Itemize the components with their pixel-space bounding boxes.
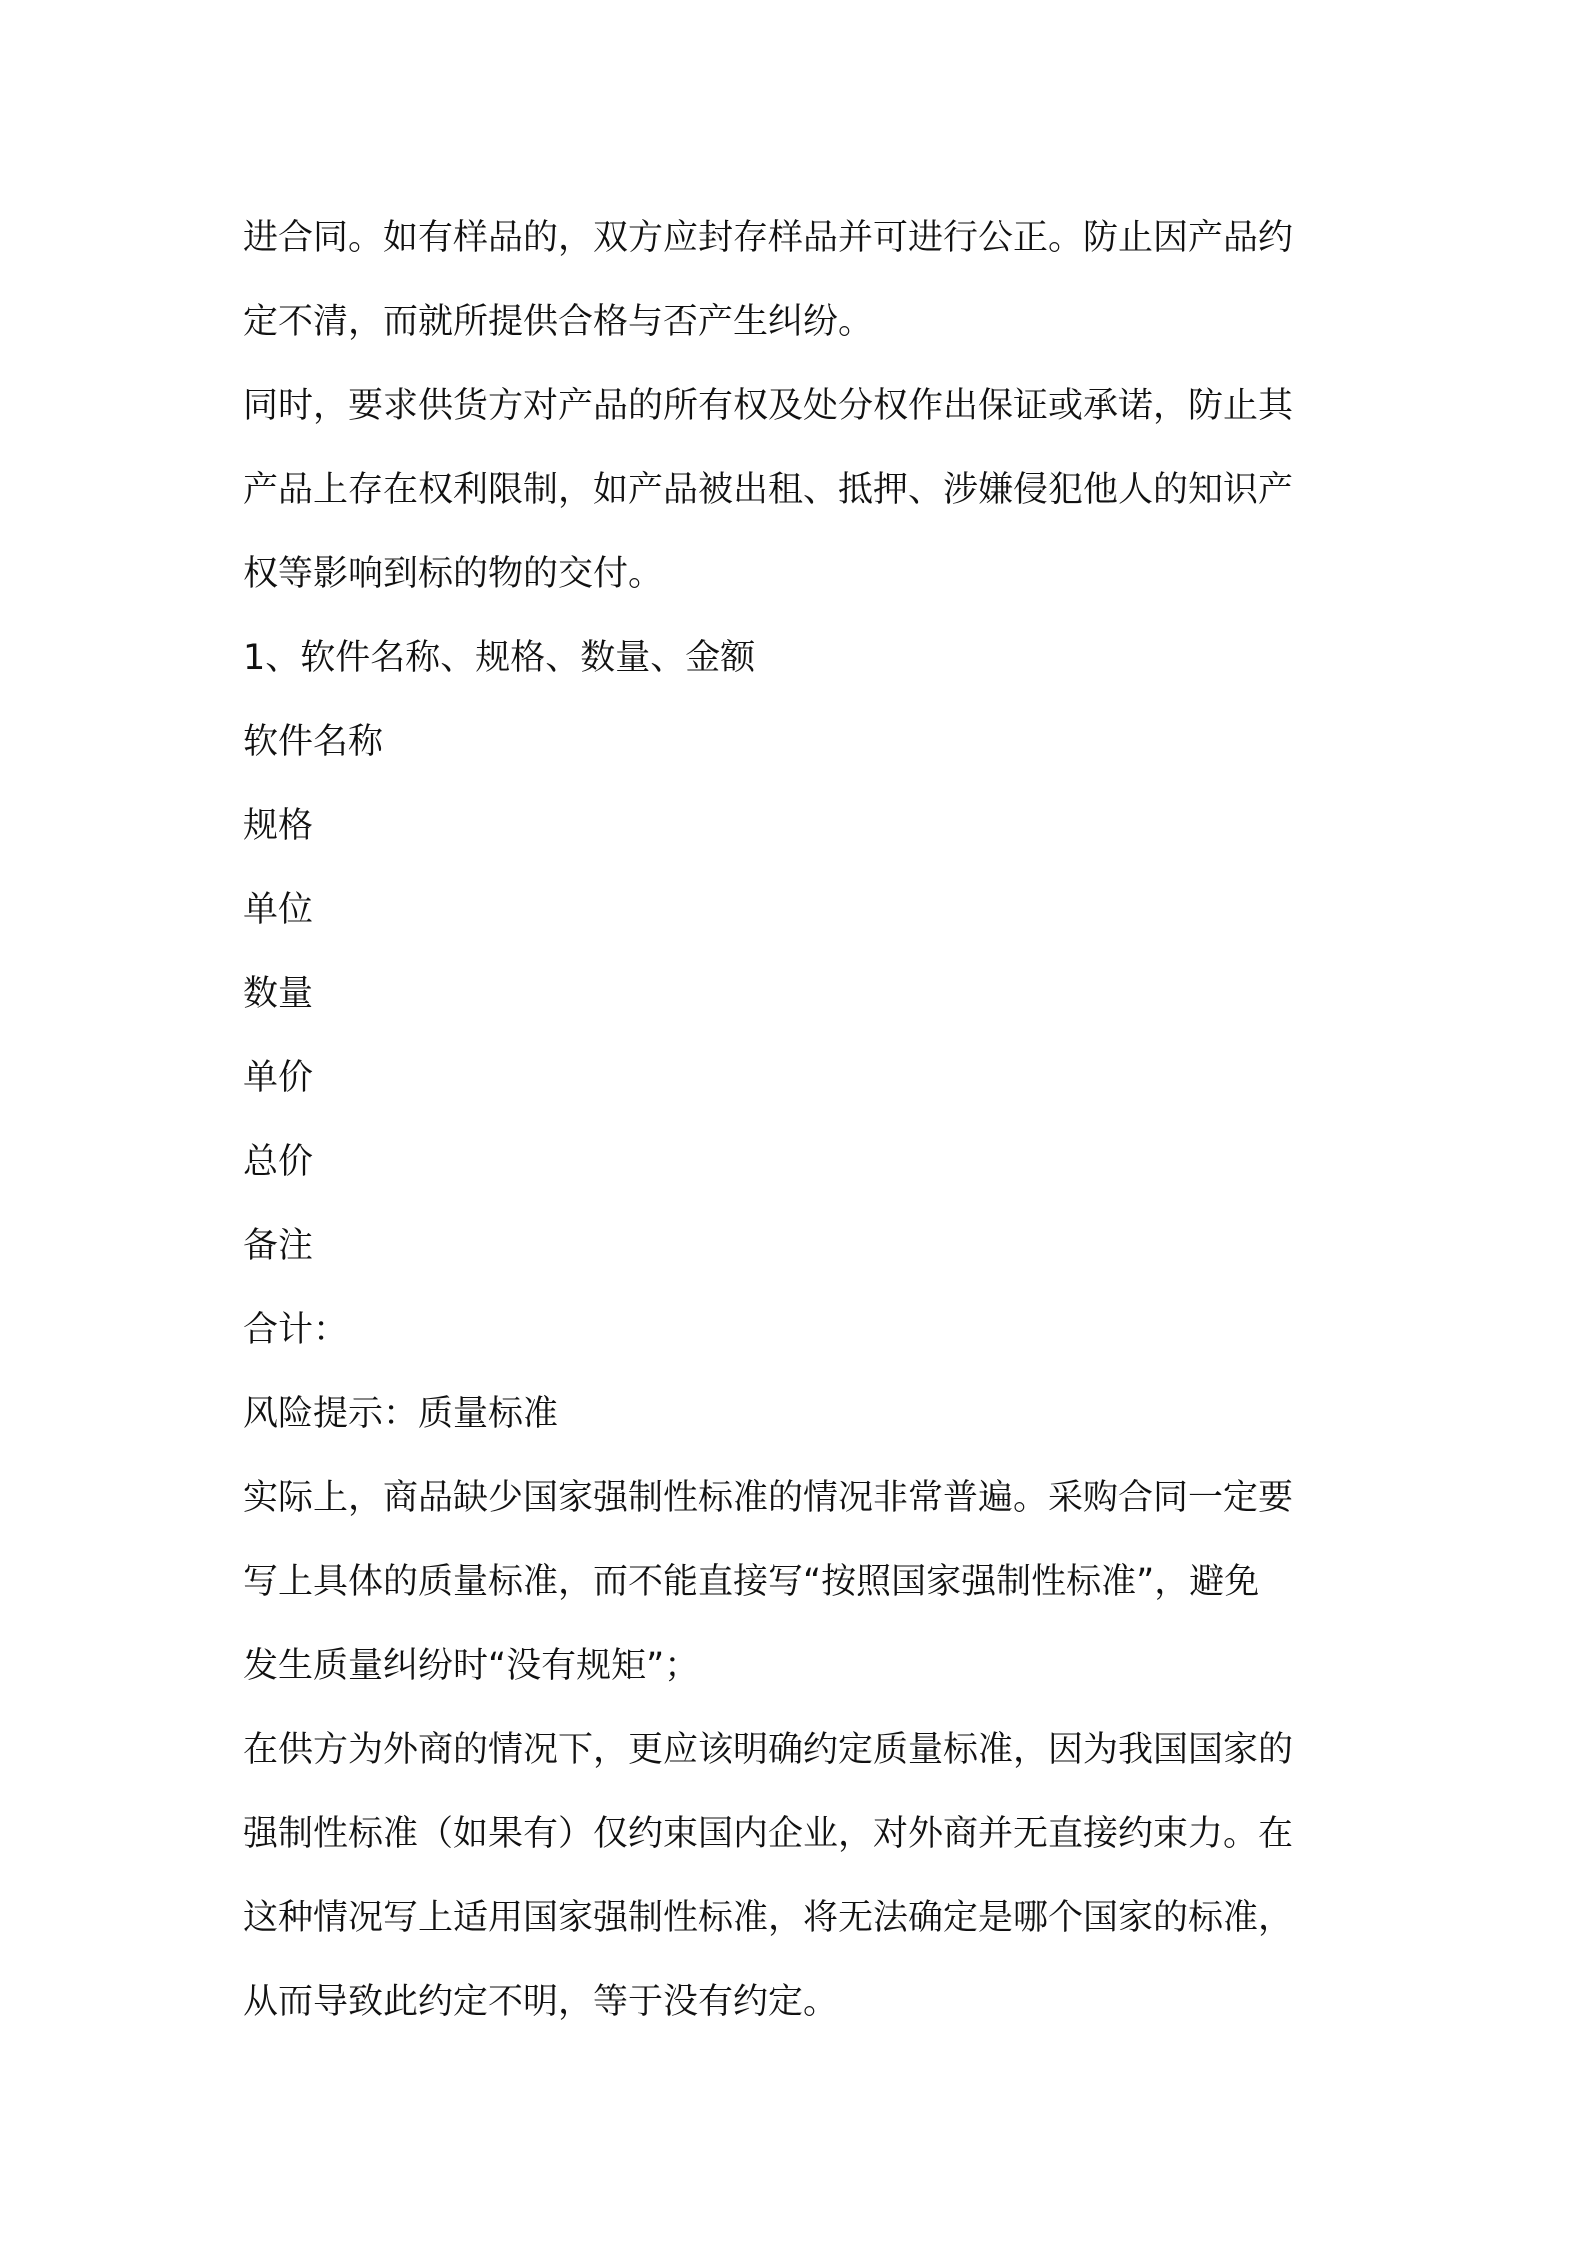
body-text-line: 进合同。如有样品的，双方应封存样品并可进行公正。防止因产品约 (243, 218, 1294, 258)
risk-tip-heading: 风险提示：质量标准 (243, 1394, 559, 1434)
body-text-line: 实际上，商品缺少国家强制性标准的情况非常普遍。采购合同一定要 (243, 1478, 1294, 1518)
body-text-line: 写上具体的质量标准，而不能直接写“按照国家强制性标准”，避免 (243, 1562, 1260, 1602)
field-label-sum: 合计： (243, 1310, 349, 1350)
body-text-line: 在供方为外商的情况下，更应该明确约定质量标准，因为我国国家的 (243, 1730, 1294, 1770)
field-label-spec: 规格 (243, 806, 314, 846)
field-label-quantity: 数量 (243, 974, 314, 1014)
body-text-line: 定不清，而就所提供合格与否产生纠纷。 (243, 302, 874, 342)
field-label-remarks: 备注 (243, 1226, 314, 1266)
body-text-line: 产品上存在权利限制，如产品被出租、抵押、涉嫌侵犯他人的知识产 (243, 470, 1294, 510)
document-body (243, 196, 1363, 2044)
body-text-line: 强制性标准（如果有）仅约束国内企业，对外商并无直接约束力。在 (243, 1814, 1294, 1854)
field-label-unit-price: 单价 (243, 1058, 314, 1098)
field-label-unit: 单位 (243, 890, 314, 930)
body-text-line: 发生质量纠纷时“没有规矩”； (243, 1646, 700, 1686)
body-text-line: 权等影响到标的物的交付。 (243, 554, 664, 594)
field-label-software-name: 软件名称 (243, 722, 384, 762)
section-heading: 1、软件名称、规格、数量、金额 (243, 638, 756, 678)
body-text-line: 这种情况写上适用国家强制性标准，将无法确定是哪个国家的标准， (243, 1898, 1294, 1938)
field-label-total-price: 总价 (243, 1142, 314, 1182)
body-text-line: 同时，要求供货方对产品的所有权及处分权作出保证或承诺，防止其 (243, 386, 1294, 426)
body-text-line: 从而导致此约定不明，等于没有约定。 (243, 1982, 839, 2022)
